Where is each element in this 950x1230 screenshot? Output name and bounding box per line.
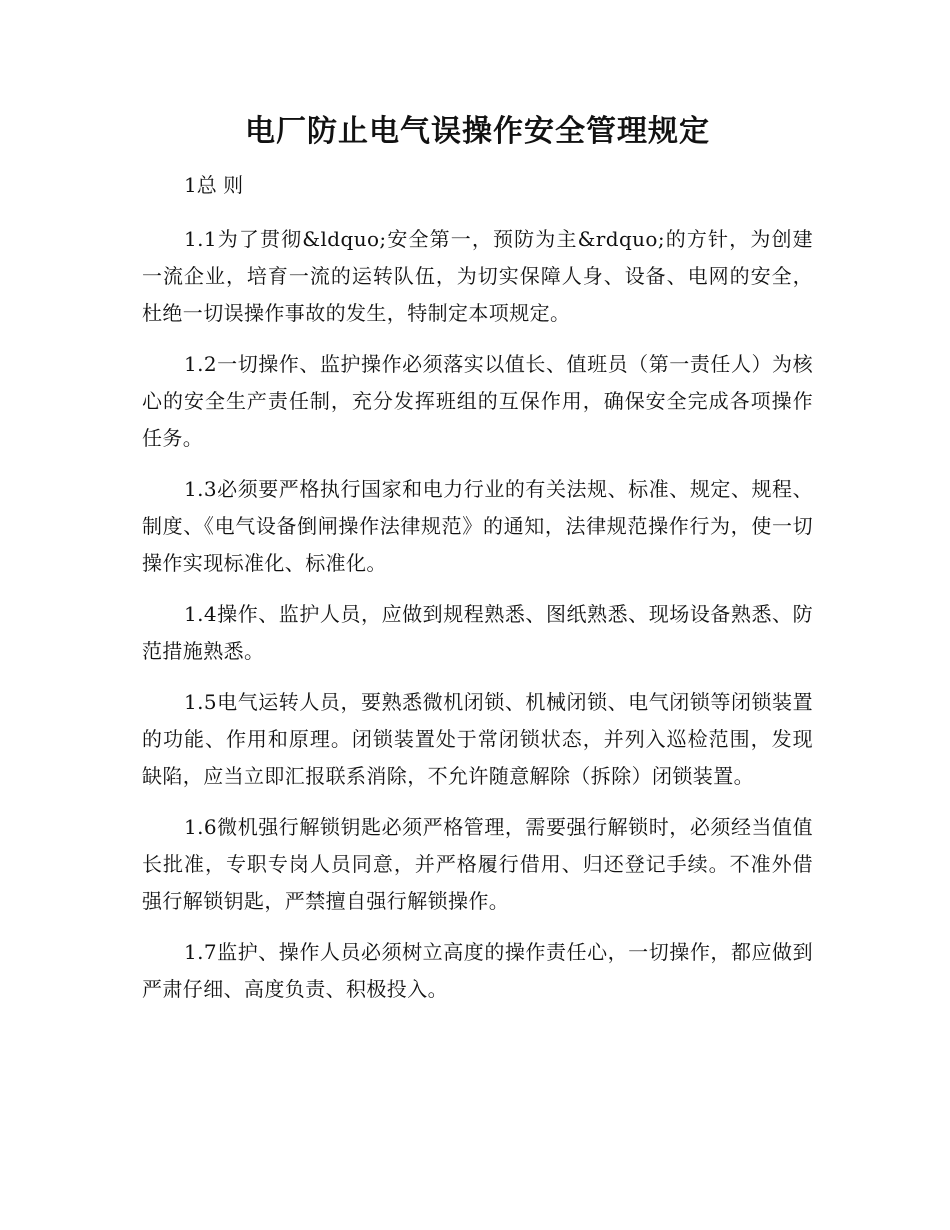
- paragraph-1-5: 1.5电气运转人员，要熟悉微机闭锁、机械闭锁、电气闭锁等闭锁装置的功能、作用和原理。闭锁装置处于常闭锁状态，并列入巡检范围，发现缺陷，应当立即汇报联系消除，不允许随意解除（拆除）闭锁装置。: [142, 690, 813, 788]
- paragraph-1-7: 1.7监护、操作人员必须树立高度的操作责任心，一切操作，都应做到严肃仔细、高度负责、积极投入。: [142, 940, 813, 1001]
- section-heading: 1总 则: [184, 173, 244, 197]
- paragraph-1-1: 1.1为了贯彻&ldquo;安全第一，预防为主&rdquo;的方针，为创建一流企业，培育一流的运转队伍，为切实保障人身、设备、电网的安全，杜绝一切误操作事故的发生，特制定本项规定。: [142, 227, 813, 325]
- paragraph-1-3: 1.3必须要严格执行国家和电力行业的有关法规、标准、规定、规程、制度、《电气设备倒闸操作法律规范》的通知，法律规范操作行为，使一切操作实现标准化、标准化。: [142, 477, 813, 575]
- paragraph-1-4: 1.4操作、监护人员，应做到规程熟悉、图纸熟悉、现场设备熟悉、防范措施熟悉。: [142, 602, 813, 663]
- document-title: 电厂防止电气误操作安全管理规定: [245, 114, 710, 149]
- paragraph-1-6: 1.6微机强行解锁钥匙必须严格管理，需要强行解锁时，必须经当值值长批准，专职专岗人员同意，并严格履行借用、归还登记手续。不准外借强行解锁钥匙，严禁擅自强行解锁操作。: [142, 815, 813, 913]
- paragraph-1-2: 1.2一切操作、监护操作必须落实以值长、值班员（第一责任人）为核心的安全生产责任制，充分发挥班组的互保作用，确保安全完成各项操作任务。: [142, 352, 813, 450]
